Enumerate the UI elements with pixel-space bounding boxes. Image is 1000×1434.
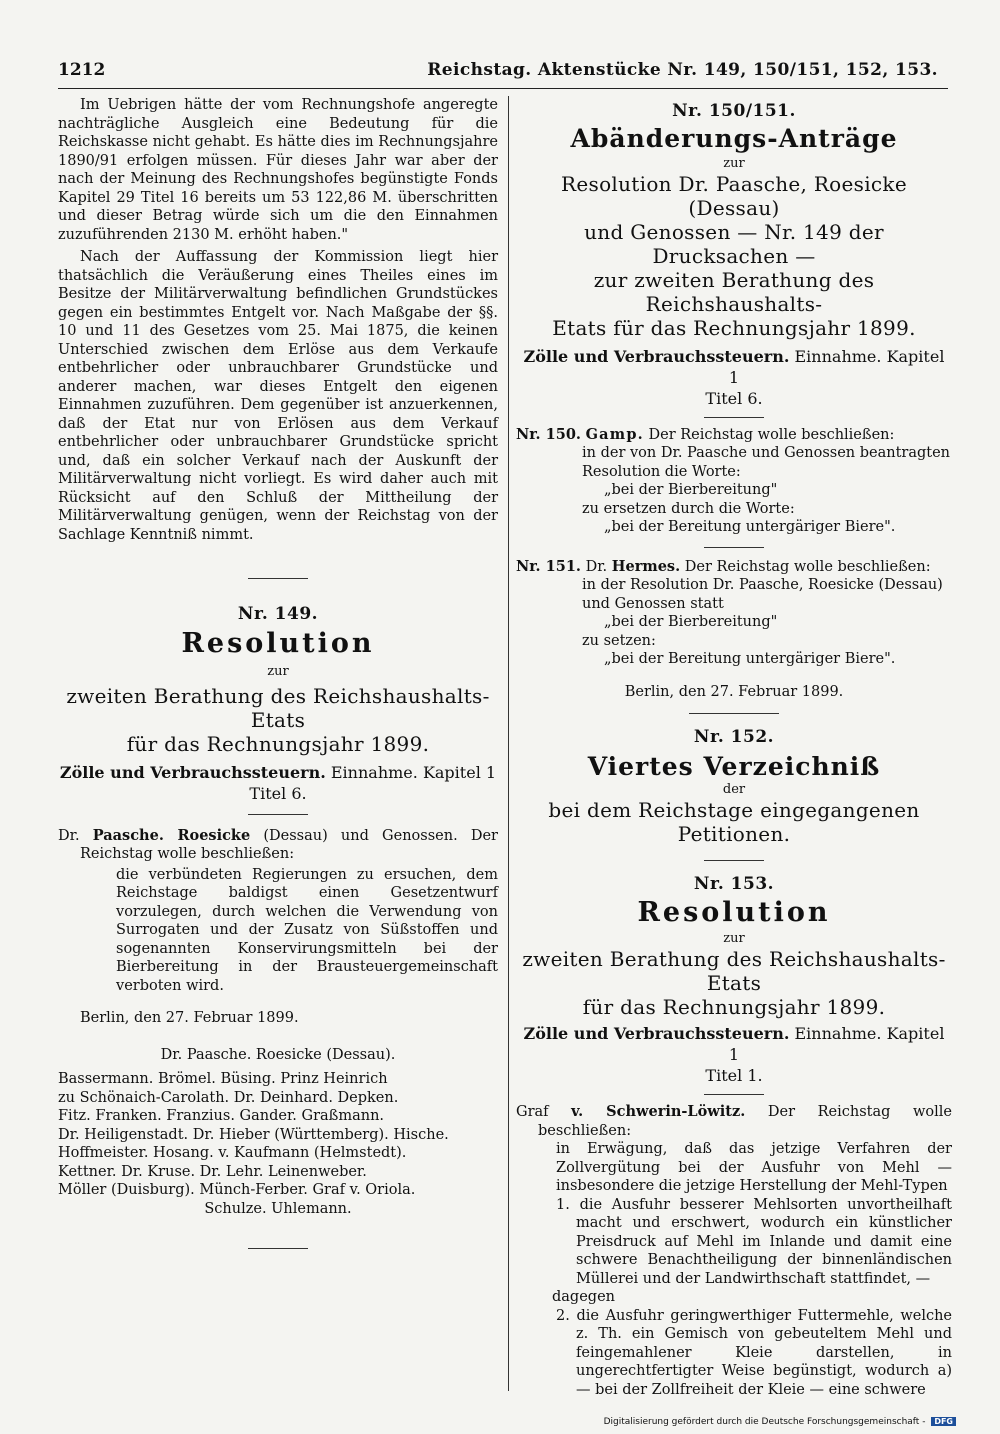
nr149-signatories-main: Dr. Paasche. Roesicke (Dessau). xyxy=(160,1046,396,1063)
nr151-label: Nr. 151. xyxy=(516,557,581,575)
nr150-line: „bei der Bereitung untergäriger Biere". xyxy=(604,519,896,535)
digitization-credit xyxy=(604,1417,956,1427)
nr150-name: Gamp. xyxy=(585,425,644,443)
nr151-prefix: Dr. xyxy=(585,558,608,575)
nr151-line: „bei der Bereitung untergäriger Biere". xyxy=(604,651,896,667)
nr153-zur: zur xyxy=(723,931,745,946)
nr149-title: Resolution xyxy=(181,627,375,659)
nr149-subtitle-1: zweiten Berathung des Reichshaushalts-Etats xyxy=(66,683,490,732)
dfg-logo: DFG xyxy=(931,1417,956,1426)
nr149-section-line2: Titel 6. xyxy=(249,783,307,803)
nr150-label: Nr. 150. xyxy=(516,425,581,443)
page-header xyxy=(58,56,948,84)
nr150-151-section-rest: Einnahme. Kapitel 1 xyxy=(728,346,945,387)
nr149-date: Berlin, den 27. Februar 1899. xyxy=(80,1010,299,1026)
nr149-section-bold: Zölle und Verbrauchssteuern. xyxy=(59,762,326,782)
end-rule xyxy=(248,1248,308,1249)
nr150-151-section-line2: Titel 6. xyxy=(705,388,763,408)
nr149-zur: zur xyxy=(267,663,289,679)
nr151-name: Hermes. xyxy=(611,557,681,575)
nr150-lead: Der Reichstag wolle beschließen: xyxy=(648,426,895,443)
nr153-section-bold: Zölle und Verbrauchssteuern. xyxy=(523,1024,790,1043)
signatory-line: Bassermann. Brömel. Büsing. Prinz Heinrich xyxy=(58,1071,388,1087)
nr149-number: Nr. 149. xyxy=(237,604,319,624)
right-column xyxy=(516,96,952,1399)
footer-text: Digitalisierung gefördert durch die Deutsche Forschungsgemeinschaft - xyxy=(603,1417,926,1427)
nr149-signatory-list xyxy=(58,1070,498,1218)
nr152-title: Viertes Verzeichniß xyxy=(587,751,881,781)
nr153-section-rest: Einnahme. Kapitel 1 xyxy=(728,1024,945,1064)
nr153-item-1: 1. die Ausfuhr besserer Mehlsorten unvortheilhaft macht und erschwert, wodurch ein künstlicher Preisdruck auf Mehl im Inlande und damit eine schwere Benachtheiligung der binnenländischen Müllerei und der Landwirthschaft stattfindet, — xyxy=(556,1196,952,1287)
nr149-section-rest: Einnahme. Kapitel 1 xyxy=(330,762,497,782)
signatory-line: Fitz. Franken. Franzius. Gander. Graßmann. xyxy=(58,1108,385,1124)
page-number: 1212 xyxy=(58,60,106,80)
nr151-line: zu setzen: xyxy=(582,632,656,649)
left-column xyxy=(58,96,498,1249)
nr152-subtitle: bei dem Reichstage eingegangenen Petitionen. xyxy=(548,797,920,846)
nr150-151-subtitle-line: zur zweiten Berathung des Reichshaushalts- xyxy=(593,267,875,316)
nr149-motion-rest: (Dessau) und Genossen. Der Reichstag wolle beschließen: xyxy=(80,827,498,862)
nr153-consideration: in Erwägung, daß das jetzige Verfahren der Zollvergütung bei der Ausfuhr von Mehl — insbesondere die jetzige Herstellung der Mehl-Typen xyxy=(556,1141,952,1194)
nr151-line: und Genossen statt xyxy=(582,595,724,612)
nr153-dagegen: dagegen xyxy=(552,1289,615,1305)
signatory-line: zu Schönaich-Carolath. Dr. Deinhard. Depken. xyxy=(58,1089,399,1106)
nr150-head xyxy=(516,426,952,445)
nr150-line: zu ersetzen durch die Worte: xyxy=(582,500,795,517)
nr151-head xyxy=(516,558,952,577)
nr150-151-section-bold: Zölle und Verbrauchssteuern. xyxy=(523,346,790,366)
nr153-subtitle-2: für das Rechnungsjahr 1899. xyxy=(582,995,886,1019)
nr149-motion-body: die verbündeten Regierungen zu ersuchen, dem Reichstage baldigst einen Gesetzentwurf vorzulegen, durch welchen die Verwendung von Surrogaten und der Zusatz von Süßstoffen und sogenannten Konservirungsmitteln bei der Bierbereitung in der Brausteuergemeinschaft verboten wird. xyxy=(116,866,498,994)
nr152-der: der xyxy=(722,781,746,797)
nr150-line: in der von Dr. Paasche und Genossen beantragten xyxy=(582,445,951,461)
nr151-line: „bei der Bierbereitung" xyxy=(604,614,778,630)
nr150-151-number: Nr. 150/151. xyxy=(672,101,796,121)
nr150-151-subtitle-line: Etats für das Rechnungsjahr 1899. xyxy=(552,315,916,340)
nr153-number: Nr. 153. xyxy=(693,873,775,894)
nr150-151-zur: zur xyxy=(723,155,745,171)
nr153-motion-prefix: Graf xyxy=(516,1104,549,1120)
nr151-lead: Der Reichstag wolle beschließen: xyxy=(684,558,931,575)
nr150-151-subtitle-line: und Genossen — Nr. 149 der Drucksachen — xyxy=(584,219,884,268)
nr153-motion-rest: Der Reichstag wolle beschließen: xyxy=(538,1104,952,1139)
nr153-section-line2: Titel 1. xyxy=(705,1066,763,1085)
nr151-date: Berlin, den 27. Februar 1899. xyxy=(624,683,844,700)
signatory-line: Dr. Heiligenstadt. Dr. Hieber (Württemberg). Hische. xyxy=(58,1126,449,1143)
nr149-subtitle-2: für das Rechnungsjahr 1899. xyxy=(126,731,430,756)
nr150-151-title: Abänderungs-Anträge xyxy=(570,123,898,153)
column-divider xyxy=(508,96,509,1391)
intro-paragraph-2: Nach der Auffassung der Kommission liegt hier thatsächlich die Veräußerung eines Theiles eines im Besitze der Militärverwaltung befindlichen Grundstückes gegen ein bestimmtes Entgelt vor. Nach Maßgabe der §§. 10 und 11 des Gesetzes vom 25. Mai 1875, die keinen Unterschied zwischen dem Erlöse aus dem Verkaufe entbehrlicher oder unbrauchbarer Grundstücke und anderer machen, war dieses Entgelt den eigenen Einnahmen zuzuführen. Dem gegenüber ist anzuerkennen, daß der Etat nur von Erlösen aus dem Verkauf entbehrlicher oder unbrauchbarer Grundstücke spricht und, daß ein solcher Verkauf nach der Auskunft der Militärverwaltung nicht vorliegt. Es wird daher auch mit Rücksicht auf den Schluß der Mittheilung der Militärverwaltung genügen, wenn der Reichstag von der Sachlage Kenntniß nimmt. xyxy=(58,249,498,543)
nr149-section-heading xyxy=(58,762,498,783)
nr150-151-subtitle-line: Resolution Dr. Paasche, Roesicke (Dessau) xyxy=(561,171,907,220)
nr153-item-2: 2. die Ausfuhr geringwerthiger Futtermehle, welche z. Th. ein Gemisch von gebeuteltem Mehl und feingemahlener Kleie darstellen, in ungerechtfertigter Weise begünstigt, wodurch a) — bei der Zollfreiheit der Kleie — eine schwere xyxy=(556,1307,952,1398)
nr150-body xyxy=(582,444,952,537)
signatory-line: Hoffmeister. Hosang. v. Kaufmann (Helmstedt). xyxy=(58,1145,407,1161)
header-rule xyxy=(58,88,948,89)
nr152-number: Nr. 152. xyxy=(693,727,775,747)
signatory-line: Kettner. Dr. Kruse. Dr. Lehr. Leinenweber. xyxy=(58,1163,367,1180)
nr150-line: „bei der Bierbereitung" xyxy=(604,482,778,498)
nr149-motion-head xyxy=(58,827,498,864)
nr153-title: Resolution xyxy=(637,897,831,928)
signatory-line: Schulze. Uhlemann. xyxy=(204,1200,352,1217)
running-head: Reichstag. Aktenstücke Nr. 149, 150/151, 152, 153. xyxy=(427,60,938,80)
nr151-line: in der Resolution Dr. Paasche, Roesicke (Dessau) xyxy=(582,577,943,593)
nr153-motion-head xyxy=(516,1103,952,1140)
nr149-motion-prefix: Dr. xyxy=(58,827,80,844)
nr149-motion-names: Paasche. Roesicke xyxy=(92,826,251,844)
nr153-subtitle-1: zweiten Berathung des Reichshaushalts-Etats xyxy=(522,947,946,995)
nr153-section-heading xyxy=(516,1023,952,1065)
nr150-line: Resolution die Worte: xyxy=(582,463,741,480)
nr151-body xyxy=(582,576,952,669)
nr153-body xyxy=(552,1140,952,1399)
signatory-line: Möller (Duisburg). Münch-Ferber. Graf v. Oriola. xyxy=(58,1182,416,1198)
nr153-motion-name: v. Schwerin-Löwitz. xyxy=(571,1103,746,1120)
nr150-151-section-heading xyxy=(516,346,952,388)
intro-paragraph-1: Im Uebrigen hätte der vom Rechnungshofe angeregte nachträgliche Ausgleich eine Bedeutung für die Reichskasse nicht gehabt. Es hätte dies im Rechnungsjahre 1890/91 erfolgen müssen. Für dieses Jahr war aber der nach der Meinung des Rechnungshofes begünstigte Fonds Kapitel 29 Titel 16 bereits um 53 122,86 M. überschritten und dieser Betrag würde sich um die den Einnahmen zuzuführenden 2130 M. erhöht haben." xyxy=(58,97,498,243)
